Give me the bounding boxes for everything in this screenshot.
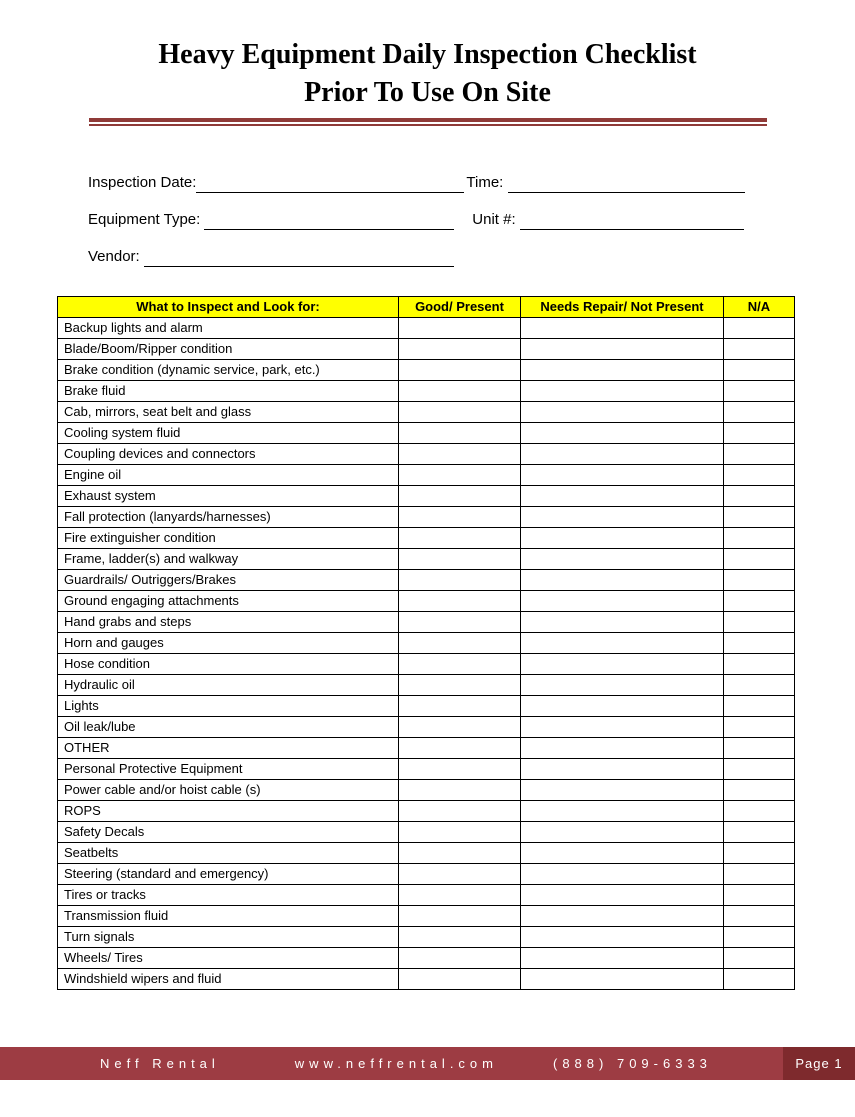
good-present-cell[interactable]: [399, 801, 521, 822]
na-cell[interactable]: [724, 381, 795, 402]
needs-repair-cell[interactable]: [521, 612, 724, 633]
inspection-item-label: Turn signals: [58, 927, 399, 948]
inspection-item-label: Brake fluid: [58, 381, 399, 402]
header-good-present: Good/ Present: [399, 297, 521, 318]
needs-repair-cell[interactable]: [521, 717, 724, 738]
inspection-item-label: Horn and gauges: [58, 633, 399, 654]
inspection-item-label: Safety Decals: [58, 822, 399, 843]
table-row: [58, 528, 795, 549]
good-present-cell[interactable]: [399, 465, 521, 486]
needs-repair-cell[interactable]: [521, 465, 724, 486]
na-cell[interactable]: [724, 948, 795, 969]
good-present-cell[interactable]: [399, 360, 521, 381]
needs-repair-cell[interactable]: [521, 402, 724, 423]
inspection-date-label: Inspection Date:: [88, 174, 197, 191]
na-cell[interactable]: [724, 675, 795, 696]
good-present-cell[interactable]: [399, 759, 521, 780]
inspection-item-label: Frame, ladder(s) and walkway: [58, 549, 399, 570]
good-present-cell[interactable]: [399, 528, 521, 549]
needs-repair-cell[interactable]: [521, 738, 724, 759]
good-present-cell[interactable]: [399, 549, 521, 570]
needs-repair-cell[interactable]: [521, 885, 724, 906]
table-row: [58, 948, 795, 969]
table-row: [58, 885, 795, 906]
good-present-cell[interactable]: [399, 738, 521, 759]
na-cell[interactable]: [724, 885, 795, 906]
inspection-item-label: Steering (standard and emergency): [58, 864, 399, 885]
header-needs-repair: Needs Repair/ Not Present: [521, 297, 724, 318]
inspection-checklist-table: [57, 296, 795, 990]
needs-repair-cell[interactable]: [521, 780, 724, 801]
na-cell[interactable]: [724, 654, 795, 675]
good-present-cell[interactable]: [399, 675, 521, 696]
na-cell[interactable]: [724, 339, 795, 360]
table-row: [58, 360, 795, 381]
table-row: [58, 759, 795, 780]
na-cell[interactable]: [724, 801, 795, 822]
table-row: [58, 675, 795, 696]
inspection-item-label: ROPS: [58, 801, 399, 822]
inspection-item-label: Hand grabs and steps: [58, 612, 399, 633]
good-present-cell[interactable]: [399, 843, 521, 864]
needs-repair-cell[interactable]: [521, 318, 724, 339]
good-present-cell[interactable]: [399, 423, 521, 444]
na-cell[interactable]: [724, 549, 795, 570]
table-row: [58, 507, 795, 528]
table-row: [58, 465, 795, 486]
footer-page-number: Page 1: [783, 1047, 855, 1080]
needs-repair-cell[interactable]: [521, 591, 724, 612]
title-divider: [89, 118, 767, 126]
na-cell[interactable]: [724, 444, 795, 465]
needs-repair-cell[interactable]: [521, 444, 724, 465]
needs-repair-cell[interactable]: [521, 906, 724, 927]
na-cell[interactable]: [724, 927, 795, 948]
na-cell[interactable]: [724, 612, 795, 633]
good-present-cell[interactable]: [399, 633, 521, 654]
na-cell[interactable]: [724, 507, 795, 528]
table-row: [58, 486, 795, 507]
good-present-cell[interactable]: [399, 696, 521, 717]
table-row: [58, 801, 795, 822]
inspection-item-label: Coupling devices and connectors: [58, 444, 399, 465]
inspection-item-label: Personal Protective Equipment: [58, 759, 399, 780]
inspection-item-label: Power cable and/or hoist cable (s): [58, 780, 399, 801]
table-row: [58, 738, 795, 759]
needs-repair-cell[interactable]: [521, 654, 724, 675]
good-present-cell[interactable]: [399, 927, 521, 948]
inspection-item-label: Ground engaging attachments: [58, 591, 399, 612]
table-row: [58, 969, 795, 990]
table-header-row: [58, 297, 795, 318]
table-row: [58, 423, 795, 444]
inspection-item-label: Exhaust system: [58, 486, 399, 507]
na-cell[interactable]: [724, 591, 795, 612]
needs-repair-cell[interactable]: [521, 360, 724, 381]
table-row: [58, 612, 795, 633]
good-present-cell[interactable]: [399, 780, 521, 801]
table-row: [58, 402, 795, 423]
inspection-item-label: Fire extinguisher condition: [58, 528, 399, 549]
good-present-cell[interactable]: [399, 402, 521, 423]
na-cell[interactable]: [724, 465, 795, 486]
footer-phone: (888) 709-6333: [553, 1056, 712, 1071]
na-cell[interactable]: [724, 822, 795, 843]
vendor-label: Vendor:: [88, 248, 140, 265]
needs-repair-cell[interactable]: [521, 696, 724, 717]
form-row-equipment-unit: [88, 211, 855, 235]
table-row: [58, 822, 795, 843]
table-row: [58, 654, 795, 675]
na-cell[interactable]: [724, 843, 795, 864]
good-present-cell[interactable]: [399, 612, 521, 633]
inspection-item-label: Brake condition (dynamic service, park, etc.): [58, 360, 399, 381]
needs-repair-cell[interactable]: [521, 864, 724, 885]
inspection-item-label: Tires or tracks: [58, 885, 399, 906]
na-cell[interactable]: [724, 633, 795, 654]
footer-website: www.neffrental.com: [294, 1056, 498, 1071]
good-present-cell[interactable]: [399, 717, 521, 738]
inspection-item-label: Fall protection (lanyards/harnesses): [58, 507, 399, 528]
needs-repair-cell[interactable]: [521, 570, 724, 591]
inspection-item-label: Seatbelts: [58, 843, 399, 864]
na-cell[interactable]: [724, 864, 795, 885]
table-row: [58, 318, 795, 339]
good-present-cell[interactable]: [399, 906, 521, 927]
needs-repair-cell[interactable]: [521, 843, 724, 864]
needs-repair-cell[interactable]: [521, 549, 724, 570]
good-present-cell[interactable]: [399, 444, 521, 465]
title-line-1: Heavy Equipment Daily Inspection Checklist: [158, 39, 697, 70]
good-present-cell[interactable]: [399, 822, 521, 843]
good-present-cell[interactable]: [399, 486, 521, 507]
table-row: [58, 717, 795, 738]
needs-repair-cell[interactable]: [521, 423, 724, 444]
table-row: [58, 570, 795, 591]
inspection-item-label: Cooling system fluid: [58, 423, 399, 444]
time-field[interactable]: [508, 174, 745, 193]
form-row-date-time: [88, 174, 855, 198]
good-present-cell[interactable]: [399, 570, 521, 591]
good-present-cell[interactable]: [399, 591, 521, 612]
title-line-2: Prior To Use On Site: [304, 77, 551, 108]
na-cell[interactable]: [724, 318, 795, 339]
unit-number-field[interactable]: [520, 211, 744, 230]
table-row: [58, 696, 795, 717]
needs-repair-cell[interactable]: [521, 822, 724, 843]
table-row: [58, 339, 795, 360]
inspection-item-label: Guardrails/ Outriggers/Brakes: [58, 570, 399, 591]
needs-repair-cell[interactable]: [521, 675, 724, 696]
inspection-item-label: Wheels/ Tires: [58, 948, 399, 969]
na-cell[interactable]: [724, 696, 795, 717]
needs-repair-cell[interactable]: [521, 759, 724, 780]
form-row-vendor: [88, 248, 855, 272]
na-cell[interactable]: [724, 738, 795, 759]
good-present-cell[interactable]: [399, 969, 521, 990]
good-present-cell[interactable]: [399, 339, 521, 360]
unit-number-label: Unit #:: [472, 211, 516, 228]
needs-repair-cell[interactable]: [521, 507, 724, 528]
table-row: [58, 906, 795, 927]
footer-company-name: Neff Rental: [100, 1056, 220, 1071]
na-cell[interactable]: [724, 570, 795, 591]
inspection-item-label: Hydraulic oil: [58, 675, 399, 696]
page-title: [0, 0, 855, 112]
na-cell[interactable]: [724, 402, 795, 423]
table-row: [58, 591, 795, 612]
equipment-type-label: Equipment Type:: [88, 211, 201, 228]
header-na: N/A: [724, 297, 795, 318]
table-row: [58, 864, 795, 885]
na-cell[interactable]: [724, 780, 795, 801]
needs-repair-cell[interactable]: [521, 633, 724, 654]
good-present-cell[interactable]: [399, 381, 521, 402]
inspection-item-label: Blade/Boom/Ripper condition: [58, 339, 399, 360]
good-present-cell[interactable]: [399, 507, 521, 528]
needs-repair-cell[interactable]: [521, 339, 724, 360]
needs-repair-cell[interactable]: [521, 948, 724, 969]
good-present-cell[interactable]: [399, 885, 521, 906]
header-what-to-inspect: What to Inspect and Look for:: [58, 297, 399, 318]
table-row: [58, 549, 795, 570]
inspection-item-label: Lights: [58, 696, 399, 717]
needs-repair-cell[interactable]: [521, 528, 724, 549]
na-cell[interactable]: [724, 423, 795, 444]
na-cell[interactable]: [724, 486, 795, 507]
inspection-item-label: Engine oil: [58, 465, 399, 486]
na-cell[interactable]: [724, 969, 795, 990]
table-row: [58, 444, 795, 465]
inspection-item-label: Oil leak/lube: [58, 717, 399, 738]
table-row: [58, 381, 795, 402]
na-cell[interactable]: [724, 360, 795, 381]
good-present-cell[interactable]: [399, 654, 521, 675]
needs-repair-cell[interactable]: [521, 801, 724, 822]
footer-bar: [0, 1047, 855, 1080]
na-cell[interactable]: [724, 717, 795, 738]
na-cell[interactable]: [724, 906, 795, 927]
table-row: [58, 780, 795, 801]
good-present-cell[interactable]: [399, 318, 521, 339]
na-cell[interactable]: [724, 759, 795, 780]
na-cell[interactable]: [724, 528, 795, 549]
vendor-field[interactable]: [144, 248, 454, 267]
good-present-cell[interactable]: [399, 948, 521, 969]
inspection-item-label: OTHER: [58, 738, 399, 759]
needs-repair-cell[interactable]: [521, 927, 724, 948]
table-row: [58, 633, 795, 654]
time-label: Time:: [466, 174, 504, 191]
table-row: [58, 927, 795, 948]
needs-repair-cell[interactable]: [521, 969, 724, 990]
inspection-item-label: Hose condition: [58, 654, 399, 675]
needs-repair-cell[interactable]: [521, 486, 724, 507]
good-present-cell[interactable]: [399, 864, 521, 885]
inspection-item-label: Windshield wipers and fluid: [58, 969, 399, 990]
inspection-item-label: Backup lights and alarm: [58, 318, 399, 339]
equipment-type-field[interactable]: [204, 211, 454, 230]
table-row: [58, 843, 795, 864]
form-header-area: [88, 174, 855, 272]
inspection-date-field[interactable]: [196, 174, 464, 193]
inspection-item-label: Cab, mirrors, seat belt and glass: [58, 402, 399, 423]
inspection-item-label: Transmission fluid: [58, 906, 399, 927]
needs-repair-cell[interactable]: [521, 381, 724, 402]
